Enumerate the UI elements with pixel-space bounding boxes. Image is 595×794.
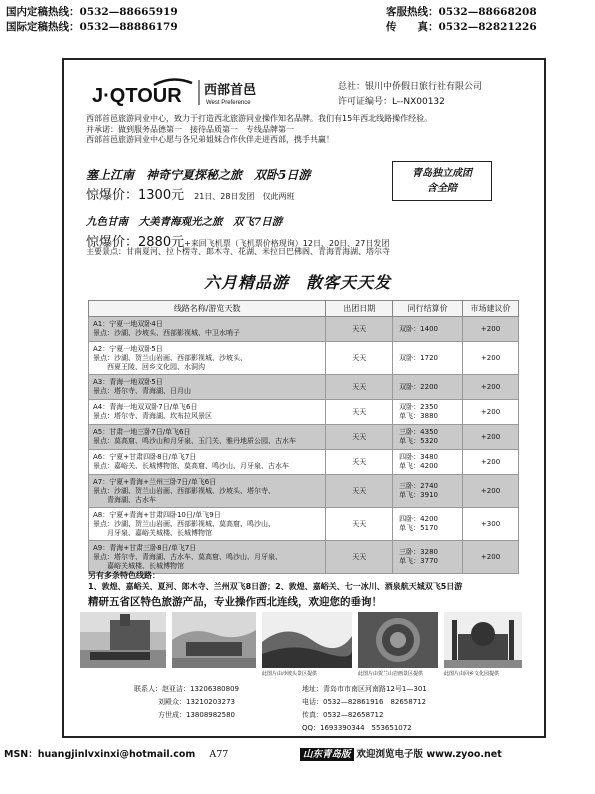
photo-caption: 此图片由回乡文化园提供 [444,671,500,677]
departure-date: 天天 [326,400,393,425]
settlement-price: 三卧：4350 单飞：5320 [393,425,463,450]
departure-date: 天天 [326,425,393,450]
routes-table [88,300,519,574]
photo-sand-dunes [262,612,352,668]
table-row [89,450,519,475]
photo-caption: 此图片由贺兰山岩画景区提供 [358,671,424,677]
settlement-price: 双卧：1400 [393,317,463,342]
suggested-price: +300 [463,508,519,541]
suggested-price: +200 [463,317,519,342]
departure-date: 天天 [326,541,393,574]
promo1-price: 惊爆价：1300元 21日、28日发团 仅此两班 [86,188,295,203]
settlement-price: 三卧：3280 单飞：3770 [393,541,463,574]
route-name: A4：青海一地双双卧7日/单飞6日 景点：塔尔寺、青海湖、坎布拉风景区 [89,400,326,425]
more-routes: 另有多条特色线路： 1、敦煌、嘉峪关、夏河、郎木寺、兰州双飞8日游；2、敦煌、嘉峪关、七一冰川、酒泉航天城双飞5日游 [88,571,463,591]
logo-en: West Preference [206,100,251,106]
departure-date: 天天 [326,375,393,400]
intro-line: 西部首邑旅游同业中心愿与各兄弟姐妹合作伙伴走进西部，携手共赢！ [86,135,334,144]
departure-date: 天天 [326,508,393,541]
logo-cn: 西部首邑 [204,83,257,98]
intro-text [86,114,536,146]
promo2-sights: 主要景点：甘南夏河、拉卜楞寺、郎木寺、花湖、米拉日巴佛阁、青海青海湖、塔尔寺 [86,247,390,256]
settlement-price: 三卧：2740 单飞：3910 [393,475,463,508]
departure-date: 天天 [326,450,393,475]
departure-date: 天天 [326,317,393,342]
col-header: 同行结算价 [393,301,463,317]
service-hotline: 客服热线：0532—88668208 [386,6,537,18]
route-name: A8：宁夏+青海+甘肃四卧10日/单飞9日 景点：沙湖、贺兰山岩画、西部影视城、莫高窟、鸣沙山、 月牙泉、嘉峪关城楼、长城博物馆 [89,508,326,541]
route-name: A9：青海+甘肃三卧8日/单飞7日 景点：塔尔寺、青海湖、古水车、莫高窟、鸣沙山、月牙泉、 嘉峪关城楼、长城博物馆 [89,541,326,574]
promo2-price: 惊爆价：2880元+来回飞机票（飞机票价格现询）12日、20日、27日发团 [86,235,390,250]
suggested-price: +200 [463,400,519,425]
table-row [89,541,519,574]
slogan: 精研五省区特色旅游产品，专业操作西北连线，欢迎您的垂询！ [88,596,382,608]
col-header: 市场建议价 [463,301,519,317]
route-name: A7：宁夏+青海+兰州三卧7日/单飞6日 景点：沙湖、贺兰山岩画、西部影视城、沙坡头、塔尔寺、 青海湖、古水车 [89,475,326,508]
section-heading: 六月精品游 散客天天发 [203,273,391,292]
footer-brand: 山东青岛版 [300,748,354,761]
photo-mosque [444,612,522,668]
settlement-price: 双卧：2350 单飞：3880 [393,400,463,425]
company-head: 总社：银川中侨假日旅行社有限公司 [338,82,483,92]
fax-line: 传 真：0532—82821226 [386,21,537,33]
suggested-price: +200 [463,475,519,508]
footer-msn: MSN：huangjinlvxinxi@hotmail.com A77 [4,749,229,760]
settlement-price: 双卧：1720 [393,342,463,375]
suggested-price: +200 [463,541,519,574]
departure-date: 天天 [326,475,393,508]
table-row [89,317,519,342]
table-row [89,425,519,450]
table-row [89,342,519,375]
table-row [89,475,519,508]
license-number: 许可证编号：L--NX00132 [338,97,445,107]
group-stamp: 青岛独立成团 含全陪 [392,161,492,201]
settlement-price: 双卧：2200 [393,375,463,400]
departure-date: 天天 [326,342,393,375]
table-row [89,400,519,425]
route-name: A1：宁夏一地双卧4日 景点：沙湖、沙坡头、西部影视城、中卫水哨子 [89,317,326,342]
qtour-logo [92,77,267,107]
table-row [89,375,519,400]
photo-desert-castle [80,612,166,668]
col-header: 出团日期 [326,301,393,317]
contact-office: 地址：青岛市市南区河南路12号1—301 电话：0532—82861916 82658712 传真：0532—82658712 QQ：1693390344 553651072 [302,685,427,732]
suggested-price: +200 [463,425,519,450]
table-row [89,508,519,541]
suggested-price: +200 [463,450,519,475]
promo2-title: 九色甘南 大美青海观光之旅 双飞7日游 [86,216,283,228]
route-name: A6：宁夏+甘肃四卧8日/单飞7日 景点：嘉峪关、长城博物馆、莫高窟、鸣沙山、月牙泉、古水车 [89,450,326,475]
route-name: A3：青海一地双卧5日 景点：塔尔寺、青海湖、日月山 [89,375,326,400]
logo-brand: J·QTOUR [92,85,182,107]
route-name: A2：宁夏一地双卧5日 景点：沙湖、贺兰山岩画、西部影视城、沙坡头、 西夏王陵、回乡文化园、水洞沟 [89,342,326,375]
contact-persons: 联系人：赵亚洁：13206380809 刘殿众：13210203273 方世成：13808982580 [134,685,239,719]
promo1-title: 塞上江南 神奇宁夏探秘之旅 双卧5日游 [86,168,311,182]
international-hotline: 国际定稿热线：0532—88886179 [6,21,178,33]
intro-line: 西部首邑旅游同业中心，致力于打造西北旅游同业操作知名品牌。我们有15年西北线路操作经验。 [86,114,433,123]
intro-line: 并承诺：做到服务品德第一 接待品质第一 专线品牌第一 [86,124,294,134]
suggested-price: +200 [463,375,519,400]
suggested-price: +200 [463,342,519,375]
route-name: A5：甘肃一地三卧7日/单飞6日 景点：莫高窟、鸣沙山和月牙泉、玉门关、雅丹地质公园、古水车 [89,425,326,450]
domestic-hotline: 国内定稿热线：0532—88665919 [6,6,178,18]
photo-rock-art [358,612,438,668]
settlement-price: 四卧：3480 单飞：4200 [393,450,463,475]
company-info [338,80,482,110]
photo-caption: 此图片由沙坡头景区提供 [262,671,318,677]
settlement-price: 四卧：4200 单飞：5170 [393,508,463,541]
footer-site: 山东青岛版 欢迎浏览电子版 www.zyoo.net [300,746,502,760]
photo-horse-riders [172,612,256,668]
col-header: 线路名称/游览天数 [89,301,326,317]
